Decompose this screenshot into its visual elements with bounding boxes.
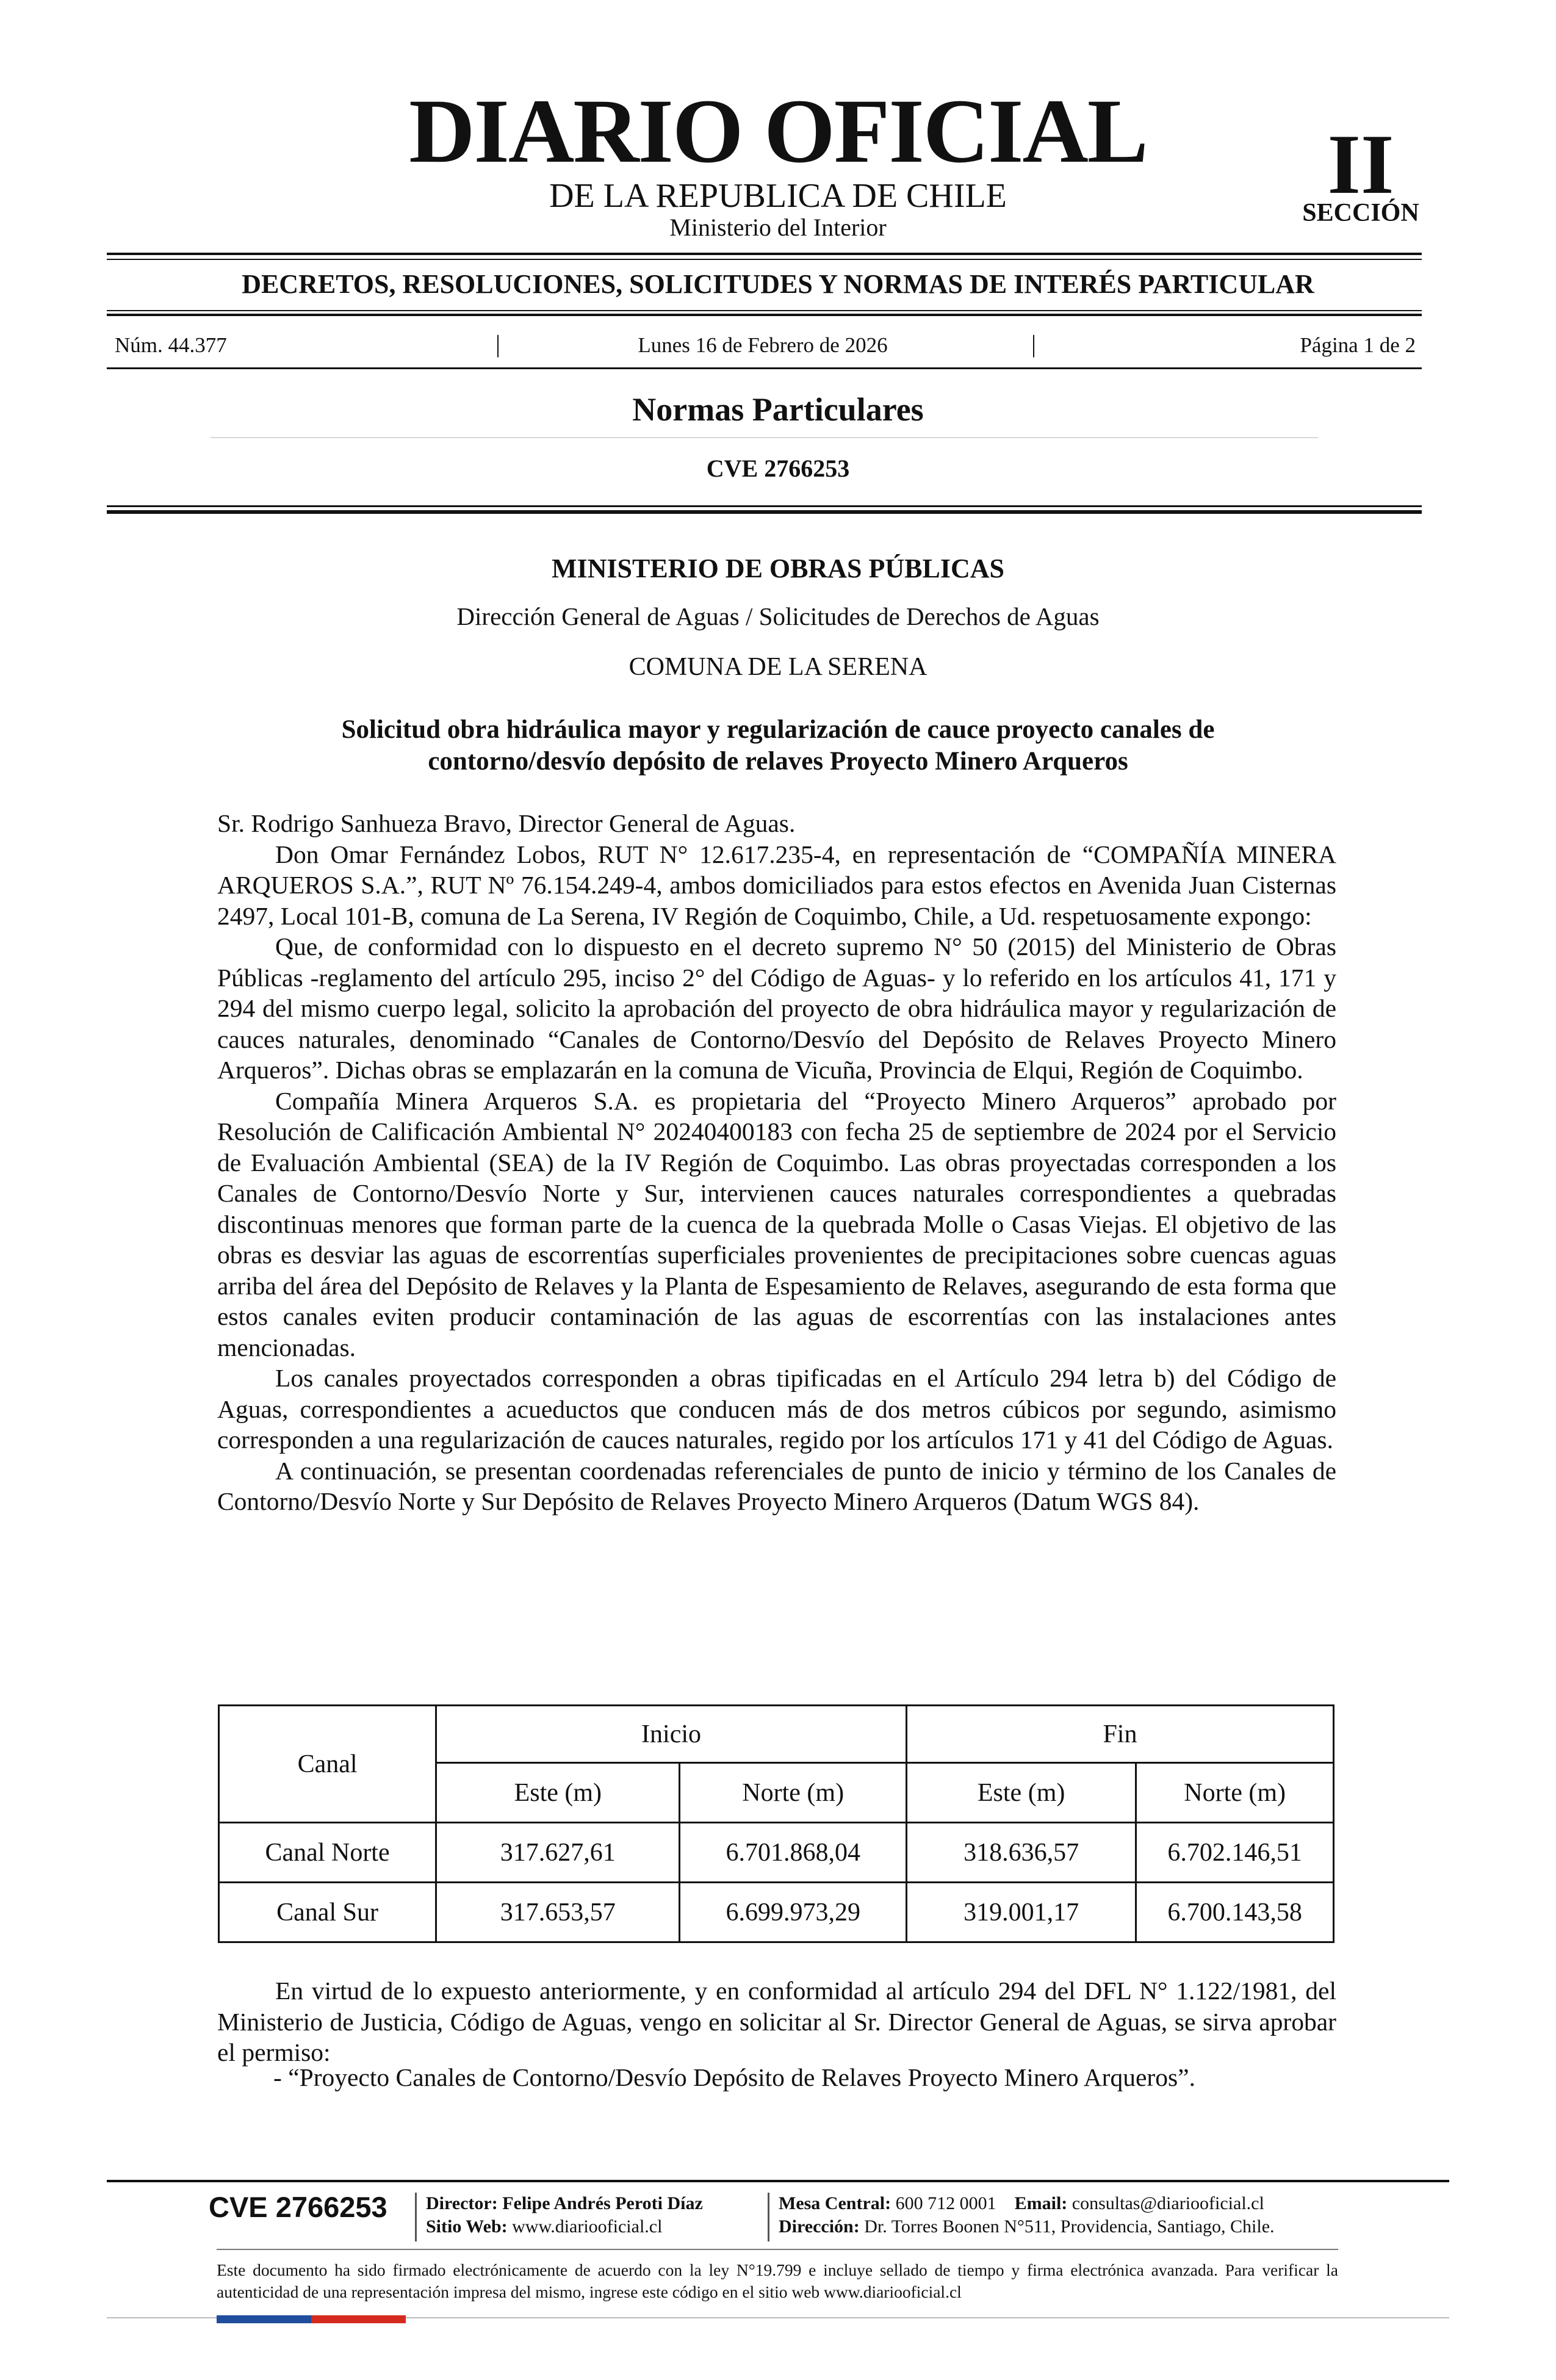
flag-stripe-blue [217,2315,311,2323]
cell-inicio-este: 317.653,57 [436,1883,680,1942]
document-title: Solicitud obra hidráulica mayor y regularización de cauce proyecto canales de contorno/desvío depósito de relaves Proyecto Minero Arqueros [341,715,1215,776]
cell-fin-este: 319.001,17 [906,1883,1136,1942]
cell-canal: Canal Sur [219,1883,436,1942]
email-label: Email: [1014,2193,1068,2213]
table-row [219,1823,1334,1883]
project-bullet: - “Proyecto Canales de Contorno/Desvío Depósito de Relaves Proyecto Minero Arqueros”. [273,2063,1195,2091]
footer-cve: CVE 2766253 [209,2191,387,2223]
footer-separator [415,2193,417,2241]
issue-date: Lunes 16 de Febrero de 2026 [638,333,888,357]
director-label: Director: [426,2193,498,2213]
header-inicio: Inicio [436,1706,907,1763]
issue-number: Núm. 44.377 [115,333,227,357]
cell-fin-este: 318.636,57 [906,1823,1136,1883]
footer-legal-rule [217,2249,1338,2250]
address-value: Dr. Torres Boonen N°511, Providencia, Santiago, Chile. [864,2216,1275,2237]
section-label: SECCIÓN [1302,199,1419,227]
footer-rule [107,2180,1449,2182]
salutation: Sr. Rodrigo Sanhueza Bravo, Director General de Aguas. [217,809,796,837]
header-fin: Fin [906,1706,1333,1763]
table-row [219,1883,1334,1942]
header-fin-norte: Norte (m) [1136,1763,1334,1823]
closing-text: En virtud de lo expuesto anteriormente, y en conformidad al artículo 294 del DFL N° 1.122/1981, del Ministerio de Justicia, Código de Aguas, vengo en solicitar al Sr. Director General de Aguas, se sirva aprobar el permiso: [217,1977,1336,2066]
body-paragraph: Don Omar Fernández Lobos, RUT N° 12.617.235-4, en representación de “COMPAÑÍA MINERA ARQUEROS S.A.”, RUT Nº 76.154.249-4, ambos domiciliados para estos efectos en Avenida Juan Cisternas 2497, Local 101-B, comuna de La Serena, IV Región de Coquimbo, Chile, a Ud. respetuosamente expongo: [217,840,1336,930]
document-body [217,808,1336,1517]
body-paragraph: Que, de conformidad con lo dispuesto en el decreto supremo N° 50 (2015) del Ministerio de Obras Públicas -reglamento del artículo 295, inciso 2° del Código de Aguas- y lo referido en los artículos 41, 171 y 294 del mismo cuerpo legal, solicito la aprobación del proyecto de obra hidráulica mayor y regularización de cauces naturales, denominado “Canales de Contorno/Desvío del Depósito de Relaves Proyecto Minero Arqueros”. Dichas obras se emplazarán en la comuna de Vicuña, Provincia de Elqui, Región de Coquimbo. [217,932,1336,1084]
meta-separator: | [1031,330,1037,358]
masthead-title: DIARIO OFICIAL [409,81,1147,182]
masthead-subtitle: DE LA REPUBLICA DE CHILE [549,177,1007,215]
header-rule-thin [107,505,1422,507]
director-name: Felipe Andrés Peroti Díaz [502,2193,703,2213]
header-fin-este: Este (m) [906,1763,1136,1823]
cell-inicio-norte: 6.699.973,29 [680,1883,907,1942]
footer-legal-notice: Este documento ha sido firmado electrónicamente de acuerdo con la ley N°19.799 e incluye sellado de tiempo y firma electrónica avanzada. Para verificar la autenticidad de una representación impresa del mismo, ingrese este código en el sitio web www.diariooficial.cl [217,2260,1338,2301]
direccion-heading: Dirección General de Aguas / Solicitudes de Derechos de Aguas [456,602,1100,630]
header-inicio-norte: Norte (m) [680,1763,907,1823]
heading-divider [211,437,1318,438]
mesa-label: Mesa Central: [779,2193,891,2213]
masthead-ministry: Ministerio del Interior [669,214,887,241]
banner-rule [107,314,1422,316]
footer-separator [768,2193,769,2241]
header-inicio-este: Este (m) [436,1763,680,1823]
footer-director-block [426,2192,703,2238]
closing-paragraph [217,1975,1336,2068]
header-canal: Canal [219,1706,436,1823]
flag-stripe-red [311,2315,406,2323]
web-link[interactable]: www.diariooficial.cl [512,2216,663,2237]
ministry-heading: MINISTERIO DE OBRAS PÚBLICAS [551,554,1005,583]
comuna-heading: COMUNA DE LA SERENA [629,653,927,681]
address-label: Dirección: [779,2216,860,2237]
body-paragraph: Los canales proyectados corresponden a obras tipificadas en el Artículo 294 letra b) del Código de Aguas, correspondientes a acueductos que conducen más de dos metros cúbicos por segundo, asimismo corresponden a una regularización de cauces naturales, regido por los artículos 171 y 41 del Código de Aguas. [217,1364,1336,1454]
cell-fin-norte: 6.700.143,58 [1136,1883,1334,1942]
page-indicator: Página 1 de 2 [1300,333,1416,357]
cell-canal: Canal Norte [219,1823,436,1883]
mesa-value: 600 712 0001 [895,2193,996,2213]
email-link[interactable]: consultas@diariooficial.cl [1072,2193,1264,2213]
section-number: II [1327,117,1394,212]
cve-code: CVE 2766253 [706,455,850,482]
section-banner: DECRETOS, RESOLUCIONES, SOLICITUDES Y NORMAS DE INTERÉS PARTICULAR [242,269,1314,299]
meta-rule [107,367,1422,369]
body-paragraph: Compañía Minera Arqueros S.A. es propietaria del “Proyecto Minero Arqueros” aprobado por Resolución de Calificación Ambiental N° 20240400183 con fecha 25 de septiembre de 2024 por el Servicio de Evaluación Ambiental (SEA) de la IV Región de Coquimbo. Las obras proyectadas corresponden a los Canales de Contorno/Desvío Norte y Sur, intervienen cauces naturales correspondientes a quebradas discontinuas menores que forman parte de la cuenca de la quebrada Molle o Casas Viejas. El objetivo de las obras es desviar las aguas de escorrentías superficiales provenientes de precipitaciones sobre cuencas aguas arriba del área del Depósito de Relaves y la Planta de Espesamiento de Relaves, asegurando de esta forma que estos canales eviten producir contaminación de las aguas de escorrentías con las instalaciones antes mencionadas. [217,1086,1336,1361]
web-label: Sitio Web: [426,2216,508,2237]
header-rule [107,510,1422,514]
section-heading: Normas Particulares [632,391,924,428]
meta-separator: | [495,330,501,358]
body-paragraph: A continuación, se presentan coordenadas referenciales de punto de inicio y término de los Canales de Contorno/Desvío Norte y Sur Depósito de Relaves Proyecto Minero Arqueros (Datum WGS 84). [217,1456,1336,1515]
banner-rule-thin [107,310,1422,311]
coordinates-table [218,1704,1334,1943]
cell-fin-norte: 6.702.146,51 [1136,1823,1334,1883]
masthead-rule-top-thin [107,259,1422,260]
footer-contact-block [779,2192,1275,2238]
masthead-rule-top [107,253,1422,255]
cell-inicio-este: 317.627,61 [436,1823,680,1883]
cell-inicio-norte: 6.701.868,04 [680,1823,907,1883]
